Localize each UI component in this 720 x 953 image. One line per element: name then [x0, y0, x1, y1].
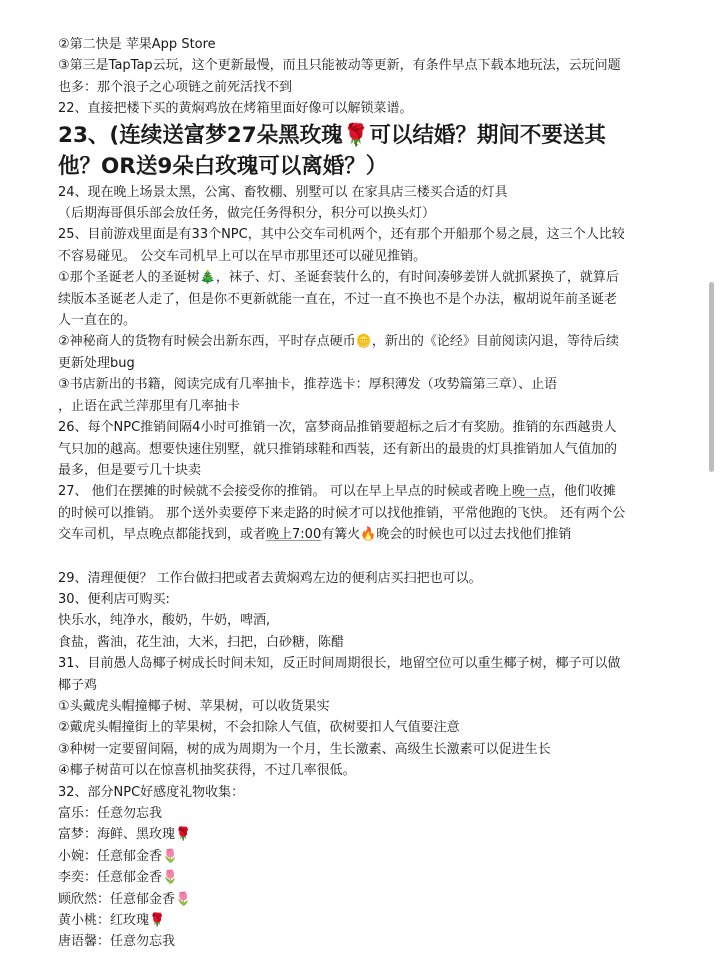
- text-segment: 交车司机，早点晚点都能找到，或者: [58, 527, 267, 543]
- blank-line: [58, 546, 658, 568]
- text-segment: ，他们收摊: [550, 484, 616, 500]
- text-line: 31、目前愚人岛椰子树成长时间未知，反正时间周期很长，地留空位可以重生椰子树，椰子可以做: [58, 656, 621, 672]
- scrollbar-thumb[interactable]: [709, 282, 714, 472]
- text-line: 小婉：任意郁金香🌷: [58, 848, 179, 864]
- text-line: 李奕：任意郁金香🌷: [58, 870, 179, 886]
- text-line: ③种树一定要留间隔，树的成为周期为一个月，生长激素、高级生长激素可以促进生长: [58, 741, 551, 757]
- text-line: 椰子鸡: [58, 677, 98, 693]
- text-line: 30、便利店可购买:: [58, 591, 170, 607]
- text-line: 唐语馨：任意勿忘我: [58, 934, 176, 950]
- text-line: 富梦：海鲜、黑玫瑰🌹: [58, 827, 192, 843]
- text-line: 22、直接把楼下买的黄焖鸡放在烤箱里面好像可以解锁菜谱。: [58, 101, 413, 117]
- text-line: 续版本圣诞老人走了，但是你不更新就能一直在，不过一直不换也不是个办法，椒胡说年前圣诞老: [58, 291, 618, 307]
- text-line: 食盐，酱油，花生油，大米，扫把，白砂糖，陈醋: [58, 634, 345, 650]
- underlined-text: 晚上7:00: [266, 527, 322, 543]
- text-line: ②神秘商人的货物有时候会出新东西，平时存点硬币🪙，新出的《论经》目前阅读闪退，等待后续: [58, 334, 619, 350]
- text-line: 更新处理bug: [58, 355, 135, 371]
- text-line: 25、目前游戏里面是有33个NPC，其中公交车司机两个，还有那个开船那个易之晨，这三个人比较: [58, 227, 625, 243]
- text-line: 最多，但是要亏几十块卖: [58, 462, 202, 478]
- text-line: 也多：那个浪子之心项链之前死活找不到: [58, 79, 293, 95]
- text-line: ③第三是TapTap云玩，这个更新最慢，而且只能被动等更新，有条件早点下载本地玩法，云玩问题: [58, 58, 621, 74]
- text-line: 黄小桃：红玫瑰🌹: [58, 913, 166, 929]
- section-heading: 23、(连续送富梦27朵黑玫瑰🌹可以结婚？期间不要送其: [58, 122, 606, 148]
- text-line: 32、部分NPC好感度礼物收集：: [58, 784, 245, 800]
- text-line: 不容易碰见。 公交车司机早上可以在早市那里还可以碰见推销。: [58, 248, 427, 264]
- text-line: ①头戴虎头帽撞椰子树、苹果树，可以收货果实: [58, 698, 330, 714]
- text-line: ，止语在武兰萍那里有几率抽卡: [58, 398, 241, 414]
- text-line: ①那个圣诞老人的圣诞树🎄，袜子、灯、圣诞套装什么的，有时间凑够姜饼人就抓紧换了，就算后: [58, 270, 619, 286]
- underlined-text: 晚一点: [511, 484, 551, 500]
- text-line: ③书店新出的书籍，阅读完成有几率抽卡，推荐选卡：厚积薄发（攻势篇第三章）、止语: [58, 377, 558, 393]
- text-segment: 27、 他们在摆摊的时候就不会接受你的推销。 可以在早上早点的时候或者晚上: [58, 484, 512, 500]
- document-body: [58, 34, 658, 953]
- text-line: 24、现在晚上场景太黑，公寓、畜牧棚、别墅可以 在家具店三楼买合适的灯具: [58, 184, 508, 200]
- text-line: 26、每个NPC推销间隔4小时可推销一次，富梦商品推销要超标之后才有奖励。推销的东西越贵人: [58, 420, 617, 436]
- text-line: 富乐：任意勿忘我: [58, 806, 163, 821]
- text-line: 快乐水，纯净水，酸奶，牛奶，啤酒,: [58, 613, 271, 629]
- text-line: ④椰子树苗可以在惊喜机抽奖获得，不过几率很低。: [58, 763, 356, 779]
- text-line: ②第二快是 苹果App Store: [58, 37, 216, 52]
- text-line: ②戴虎头帽撞街上的苹果树，不会扣除人气值，砍树要扣人气值要注意: [58, 720, 460, 736]
- text-segment: 有篝火🔥晚会的时候也可以过去找他们推销: [321, 527, 572, 543]
- text-line: 29、清理便便？ 工作台做扫把或者去黄焖鸡左边的便利店买扫把也可以。: [58, 570, 482, 586]
- text-line: 人一直在的。: [58, 313, 137, 329]
- text-line: 的时候可以推销。 那个送外卖要停下来走路的时候才可以找他推销，平常他跑的飞快。 还有两个公: [58, 505, 626, 521]
- text-line: [58, 481, 658, 502]
- text-line: 气只加的越高。想要快速住别墅，就只推销球鞋和西装，还有新出的最贵的灯具推销加人气值加的: [58, 441, 618, 457]
- section-heading: 他？OR送9朵白玫瑰可以离婚？）: [58, 153, 388, 179]
- text-line: [58, 524, 658, 545]
- text-line: （后期海哥俱乐部会放任务，做完任务得积分，积分可以换头灯）: [58, 206, 436, 222]
- text-line: 顾欣然：任意郁金香🌷: [58, 891, 192, 907]
